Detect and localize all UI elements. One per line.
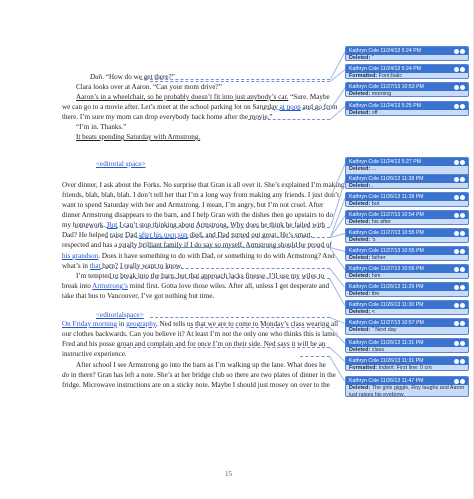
accept-change-icon[interactable] (454, 321, 459, 326)
balloon-controls (453, 213, 466, 218)
inserted-text: But (106, 221, 118, 229)
text-line[interactable] (62, 282, 329, 291)
balloon-label: Deleted: (349, 309, 371, 315)
text-run: our clothes backwards. Can you believe it? At least I’m not the only one who thinks this is lame; (62, 330, 338, 338)
balloon-header (346, 211, 468, 219)
text-run: respected and has a totally brilliant family if I do say so myself. Armstrong should be proud of (62, 241, 332, 249)
revision-balloon[interactable] (345, 264, 469, 279)
balloon-controls (453, 177, 466, 182)
balloon-header (346, 83, 468, 91)
revision-connector (262, 109, 330, 110)
balloon-author-date: Kathryn Cole 11/24/13 5:27 PM (349, 159, 421, 165)
balloon-controls (453, 104, 466, 109)
balloon-author-date: Kathryn Cole 11/26/13 11:47 PM (349, 378, 424, 384)
text-run: I’m tempted to break into the barn, but that approach lacks finesse. I’ll use my wiles to (76, 272, 325, 280)
reject-change-icon[interactable] (460, 285, 465, 290)
balloon-header (346, 175, 468, 183)
balloon-label: Deleted: (349, 110, 371, 116)
text-run: . Does it have something to do with Dad, or something to do with Armstrong? And (98, 252, 335, 260)
balloon-label: Deleted: (349, 291, 371, 297)
balloon-author-date: Kathryn Cole 11/27/13 10:55 PM (349, 248, 424, 254)
balloon-label: Formatted: (349, 73, 378, 79)
text-line[interactable] (62, 191, 339, 200)
balloon-body (346, 91, 468, 97)
reject-change-icon[interactable] (460, 341, 465, 346)
accept-change-icon[interactable] (454, 249, 459, 254)
balloon-author-date: Kathryn Cole 11/26/13 11:31 PM (349, 340, 424, 346)
text-run: Dad? He helped raise Dad (62, 231, 139, 239)
balloon-body (346, 291, 468, 297)
accept-change-icon[interactable] (454, 341, 459, 346)
accept-change-icon[interactable] (454, 359, 459, 364)
balloon-controls (453, 195, 466, 200)
inserted-text: <editorialspace> (96, 311, 144, 319)
revision-connector (150, 317, 330, 318)
balloon-label: Deleted: (349, 273, 371, 279)
reject-change-icon[interactable] (460, 379, 465, 384)
text-line[interactable] (96, 160, 146, 169)
balloon-body (346, 201, 468, 207)
balloon-text: ... (370, 166, 377, 172)
balloon-controls (453, 67, 466, 72)
text-run: , Ned tells us that we are to come to Monday’s class wearing all (155, 320, 339, 328)
balloon-controls (453, 359, 466, 364)
text-run: break into (62, 282, 93, 290)
revision-connector (75, 227, 330, 228)
balloon-author-date: Kathryn Cole 11/26/13 11:28 PM (349, 176, 424, 182)
reject-change-icon[interactable] (460, 49, 465, 54)
balloon-controls (453, 285, 466, 290)
accept-change-icon[interactable] (454, 67, 459, 72)
balloon-text: Font:Italic (377, 73, 403, 79)
text-line[interactable] (62, 371, 336, 380)
balloon-controls (453, 303, 466, 308)
text-line[interactable] (76, 93, 330, 102)
balloon-body (346, 166, 468, 173)
text-line[interactable] (62, 381, 330, 390)
balloon-label: Deleted: (349, 201, 371, 207)
text-run: “Sure. Maybe (288, 93, 330, 101)
reject-change-icon[interactable] (460, 177, 465, 182)
balloon-text: but (370, 201, 380, 207)
text-run: there. I’m sure my mom can drop everybody back home after the movie.” (62, 113, 273, 121)
balloon-header (346, 283, 468, 291)
balloon-text: " Next day (370, 327, 397, 333)
balloon-text: him (370, 273, 381, 279)
text-run: “I’m in. Thanks.” (76, 123, 127, 131)
inserted-text: at noon (279, 103, 301, 111)
text-run: in there? Gran has left a note. She’s at her bridge club so there are two plates of dinner in the (69, 371, 336, 379)
accept-change-icon[interactable] (454, 303, 459, 308)
text-run: I just don’t (306, 191, 340, 199)
balloon-body (346, 183, 468, 189)
revision-connector (150, 247, 330, 248)
balloon-label: Deleted: (349, 255, 371, 261)
reject-change-icon[interactable] (460, 231, 465, 236)
text-run: I can’t stop thinking about Armstrong. Why does he think he failed with (117, 221, 325, 229)
accept-change-icon[interactable] (454, 85, 459, 90)
revision-balloon[interactable] (345, 46, 469, 61)
revision-balloon[interactable] (345, 64, 469, 79)
revision-balloon[interactable] (345, 210, 469, 225)
revision-connector (140, 237, 330, 238)
accept-change-icon[interactable] (454, 195, 459, 200)
revision-balloon[interactable] (345, 192, 469, 207)
balloon-text: 's (370, 237, 376, 243)
revision-balloon[interactable] (345, 338, 469, 353)
balloon-author-date: Kathryn Cole 11/26/13 11:28 PM (349, 194, 424, 200)
text-line[interactable] (62, 181, 344, 190)
revision-balloon[interactable] (345, 246, 469, 261)
revision-balloon[interactable] (345, 82, 469, 97)
balloon-text: the (370, 291, 380, 297)
text-run: fridge. Microwave instructions are on a sticky note. Maybe I should just mosey on over to the (62, 381, 330, 389)
accept-change-icon[interactable] (454, 177, 459, 182)
balloon-header (346, 47, 468, 55)
revision-balloon[interactable] (345, 376, 469, 397)
reject-change-icon[interactable] (460, 359, 465, 364)
revision-connector (118, 347, 330, 348)
balloon-author-date: Kathryn Cole 11/26/13 11:31 PM (349, 358, 424, 364)
reject-change-icon[interactable] (460, 213, 465, 218)
reject-change-icon[interactable] (460, 321, 465, 326)
balloon-label: Deleted: (349, 347, 371, 353)
balloon-text: off (370, 110, 378, 116)
accept-change-icon[interactable] (454, 160, 459, 165)
balloon-controls (453, 85, 466, 90)
balloon-author-date: Kathryn Cole 11/24/13 5:25 PM (349, 103, 421, 109)
text-line[interactable] (62, 231, 313, 240)
text-run: take that bus to Vancouver, I’ve got nothing but time. (62, 292, 215, 300)
text-run: we can go to a movie after. Let’s meet at the school parking lot on Saturday (62, 103, 280, 111)
accept-change-icon[interactable] (454, 213, 459, 218)
reject-change-icon[interactable] (460, 104, 465, 109)
revision-balloon[interactable] (345, 300, 469, 315)
revision-connector (300, 356, 330, 357)
reject-change-icon[interactable] (460, 67, 465, 72)
inserted-text: On Friday morning (62, 320, 118, 328)
text-run: want to spend Saturday with her and Armstrong. I mean, I’m angry, but I’m not cruel. After (62, 201, 324, 209)
balloon-body (346, 73, 468, 79)
balloon-text: , (370, 183, 374, 189)
balloon-controls (453, 160, 466, 165)
balloon-author-date: Kathryn Cole 11/27/13 10:53 PM (349, 84, 424, 90)
accept-change-icon[interactable] (454, 267, 459, 272)
balloon-label: Deleted: (349, 385, 371, 391)
revision-balloon[interactable] (345, 174, 469, 189)
balloon-header (346, 102, 468, 110)
balloon-header (346, 265, 468, 273)
inserted-text: his grandson (62, 252, 99, 260)
balloon-text: his after (370, 219, 391, 225)
balloon-header (346, 247, 468, 255)
text-line[interactable] (62, 292, 214, 301)
text-run: friends, blah, blah, blah. I don’t tell her that I’m a long way from making any friends. (62, 191, 307, 199)
revision-balloon[interactable] (345, 282, 469, 297)
text-run: mind first. Gotta love those wiles. After all, unless I get desperate and (127, 282, 330, 290)
balloon-body (346, 347, 468, 353)
balloon-controls (453, 249, 466, 254)
balloon-controls (453, 379, 466, 384)
balloon-body (346, 237, 468, 243)
revision-balloon[interactable] (345, 228, 469, 243)
revision-balloon[interactable] (345, 101, 469, 116)
text-line[interactable] (62, 211, 333, 220)
page-number: 15 (225, 470, 232, 478)
text-run: what’s in (62, 262, 90, 270)
revision-connector (190, 327, 330, 328)
inserted-text: geography (126, 320, 156, 328)
balloon-body (346, 309, 468, 315)
inserted-text: <editorial space> (96, 160, 146, 168)
balloon-controls (453, 321, 466, 326)
balloon-header (346, 377, 468, 385)
balloon-label: Deleted: (349, 55, 371, 61)
balloon-body (346, 273, 468, 279)
text-line[interactable] (62, 241, 332, 250)
text-line[interactable] (62, 350, 127, 359)
reject-change-icon[interactable] (460, 160, 465, 165)
text-run: After school I see Armstrong go into the barn as I’m walking up the lane. What does he (76, 361, 326, 369)
accept-change-icon[interactable] (454, 104, 459, 109)
text-line[interactable] (76, 123, 126, 132)
balloon-author-date: Kathryn Cole 11/26/13 11:30 PM (349, 302, 424, 308)
text-run: died, and Dad turned out great. He’s smart, (187, 231, 313, 239)
balloon-header (346, 229, 468, 237)
reject-change-icon[interactable] (460, 85, 465, 90)
balloon-text: ” (370, 55, 374, 61)
balloon-label: Deleted: (349, 166, 371, 172)
inserted-text: son (177, 231, 188, 239)
text-line[interactable] (76, 83, 222, 92)
text-run: dinner Armstrong disappears to the barn, and I help Gran with the dishes then go upstairs to do (62, 211, 334, 219)
accept-change-icon[interactable] (454, 285, 459, 290)
balloon-body (346, 385, 468, 397)
text-line[interactable] (62, 103, 338, 112)
revision-connector-slant (329, 278, 345, 305)
revision-connector (248, 119, 330, 120)
text-run: and go from (300, 103, 338, 111)
balloon-author-date: Kathryn Cole 11/26/13 11:29 PM (349, 284, 424, 290)
text-line[interactable] (76, 272, 324, 281)
balloon-header (346, 65, 468, 73)
balloon-text: < (370, 309, 375, 315)
balloon-text: morning (370, 91, 392, 97)
text-run: Clara looks over at Aaron. “Can your mom drive?” (76, 83, 222, 91)
revision-balloon[interactable] (345, 356, 469, 371)
inserted-text: that (89, 262, 101, 270)
balloon-author-date: Kathryn Cole 11/27/13 10:56 PM (349, 266, 424, 272)
text-run: in (117, 320, 127, 328)
text-line[interactable] (62, 262, 182, 271)
balloon-text: The girls giggle, Roy laughs and Aaron just raises his eyebrow. (349, 385, 465, 397)
accept-change-icon[interactable] (454, 231, 459, 236)
balloon-label: Deleted: (349, 327, 371, 333)
text-line[interactable] (62, 221, 325, 230)
balloon-header (346, 357, 468, 365)
text-line[interactable] (62, 252, 335, 261)
text-line[interactable] (96, 311, 144, 320)
balloon-author-date: Kathryn Cole 11/27/13 10:57 PM (349, 320, 424, 326)
revision-connector (140, 79, 330, 80)
balloon-label: Deleted: (349, 91, 371, 97)
accept-change-icon[interactable] (454, 49, 459, 54)
balloon-controls (453, 267, 466, 272)
balloon-text: father (370, 255, 386, 261)
balloon-label: Deleted: (349, 183, 371, 189)
balloon-text: class (370, 347, 385, 353)
text-run: instructive experience. (62, 350, 127, 358)
balloon-author-date: Kathryn Cole 11/27/13 10:55 PM (349, 230, 424, 236)
balloon-body (346, 365, 468, 371)
text-line[interactable] (76, 133, 200, 142)
balloon-header (346, 158, 468, 166)
underlined-text: Aaron’s in a wheelchair, so he probably doesn’t fit into just anybody’s car. (76, 93, 289, 101)
inserted-text: after his own (138, 231, 177, 239)
text-run: . “How do we get there?” (102, 73, 175, 81)
balloon-body (346, 327, 468, 334)
revision-balloon[interactable] (345, 318, 469, 335)
balloon-header (346, 301, 468, 309)
balloon-controls (453, 341, 466, 346)
text-line[interactable] (62, 201, 323, 210)
text-run: Over dinner, I ask about the Forks. No surprise that Gran is all over it. She’s explained I’m making (62, 181, 345, 189)
reject-change-icon[interactable] (460, 195, 465, 200)
inserted-text: Armstrong’s (92, 282, 128, 290)
reject-change-icon[interactable] (460, 303, 465, 308)
balloon-author-date: Kathryn Cole 11/24/13 5:24 PM (349, 48, 421, 54)
balloon-header (346, 319, 468, 327)
balloon-author-date: Kathryn Cole 11/27/13 10:54 PM (349, 212, 424, 218)
text-run: barn? I really want to know. (100, 262, 183, 270)
balloon-header (346, 193, 468, 201)
balloon-body (346, 55, 468, 61)
text-run: Fred and his posse groan and complain and for once I’m on their side. Ned says it will be an (62, 340, 326, 348)
revision-connector (110, 278, 330, 279)
balloon-body (346, 255, 468, 261)
balloon-controls (453, 49, 466, 54)
revision-connector (150, 81, 330, 82)
balloon-label: Formatted: (349, 365, 378, 371)
reject-change-icon[interactable] (460, 267, 465, 272)
balloon-author-date: Kathryn Cole 11/24/13 5:24 PM (349, 66, 421, 72)
reject-change-icon[interactable] (460, 249, 465, 254)
italic-text: Duh (90, 73, 103, 81)
balloon-text: Indent: First line: 0 cm (377, 365, 432, 371)
text-run: my homework. (62, 221, 107, 229)
revision-connector (100, 268, 330, 269)
italic-text: do (62, 371, 70, 379)
balloon-controls (453, 231, 466, 236)
underlined-text: It beats spending Saturday with Armstrong. (76, 133, 201, 141)
text-line[interactable] (76, 361, 326, 370)
text-line[interactable] (62, 330, 338, 339)
balloon-label: Deleted: (349, 237, 371, 243)
balloon-label: Deleted: (349, 219, 371, 225)
balloon-body (346, 219, 468, 225)
balloon-header (346, 339, 468, 347)
text-line[interactable] (62, 113, 273, 122)
balloon-body (346, 110, 468, 116)
accept-change-icon[interactable] (454, 379, 459, 384)
